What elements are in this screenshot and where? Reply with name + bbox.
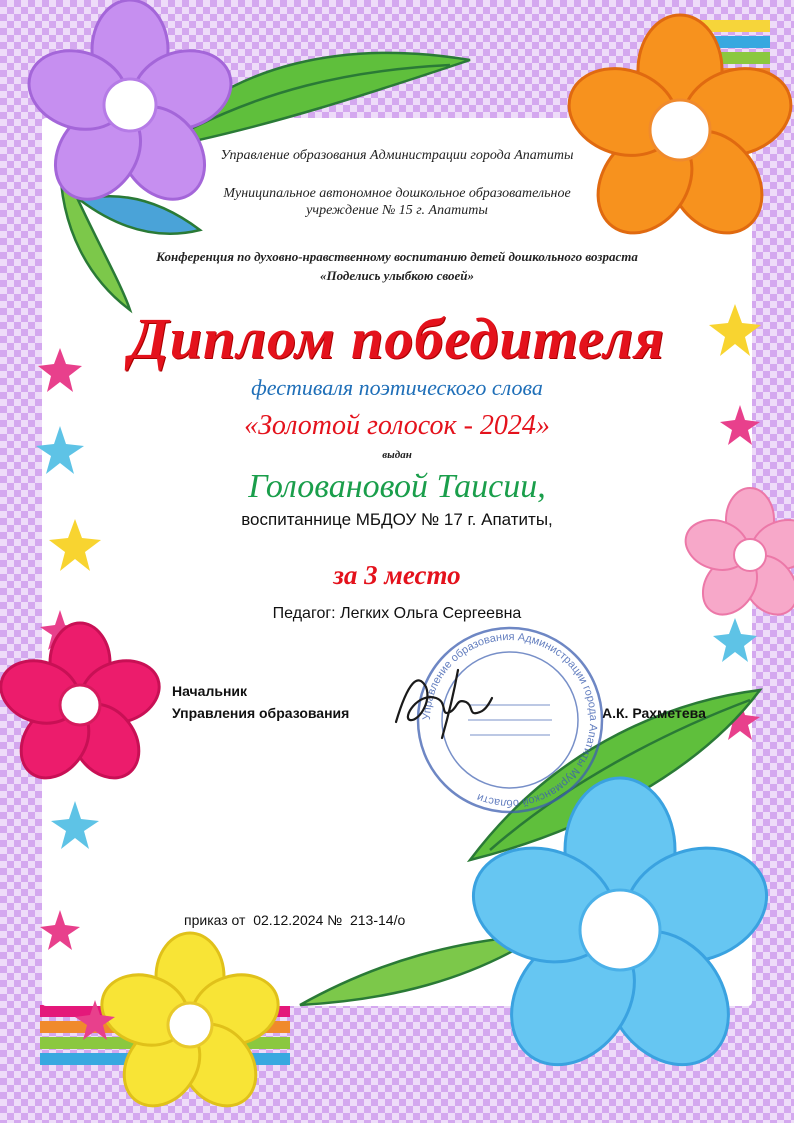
signer-name: А.К. Рахметева [602,705,706,721]
org-line-2: Муниципальное автономное дошкольное образовательное [223,186,571,201]
recipient-info: воспитаннице МБДОУ № 17 г. Апатиты, [241,510,553,529]
svg-text:Управление образования Админис: Управление образования Администрации города Апатиты Мурманской области [420,630,600,810]
conference-title: Конференция по духовно-нравственному воспитанию детей дошкольного возраста [156,249,638,264]
org-line-3: учреждение № 15 г. Апатиты [306,203,488,218]
place-award: за 3 место [333,560,461,590]
org-line-1: Управление образования Администрации города Апатиты [220,148,574,163]
recipient-name: Головановой Таисии, [248,468,546,505]
handwritten-signature-icon [388,662,498,742]
signer-position-line-1: Начальник [172,683,248,699]
festival-name: «Золотой голосок - 2024» [244,410,550,441]
diploma-title: Диплом победителя [129,306,665,371]
order-reference: приказ от 02.12.2024 № 213-14/о [184,912,406,928]
conference-motto: «Поделись улыбкою своей» [319,268,475,283]
signer-position-line-2: Управления образования [172,705,350,721]
festival-line-1: фестиваля поэтического слова [251,375,543,400]
teacher-name: Педагог: Легких Ольга Сергеевна [272,605,522,622]
issued-label: выдан [382,449,412,461]
